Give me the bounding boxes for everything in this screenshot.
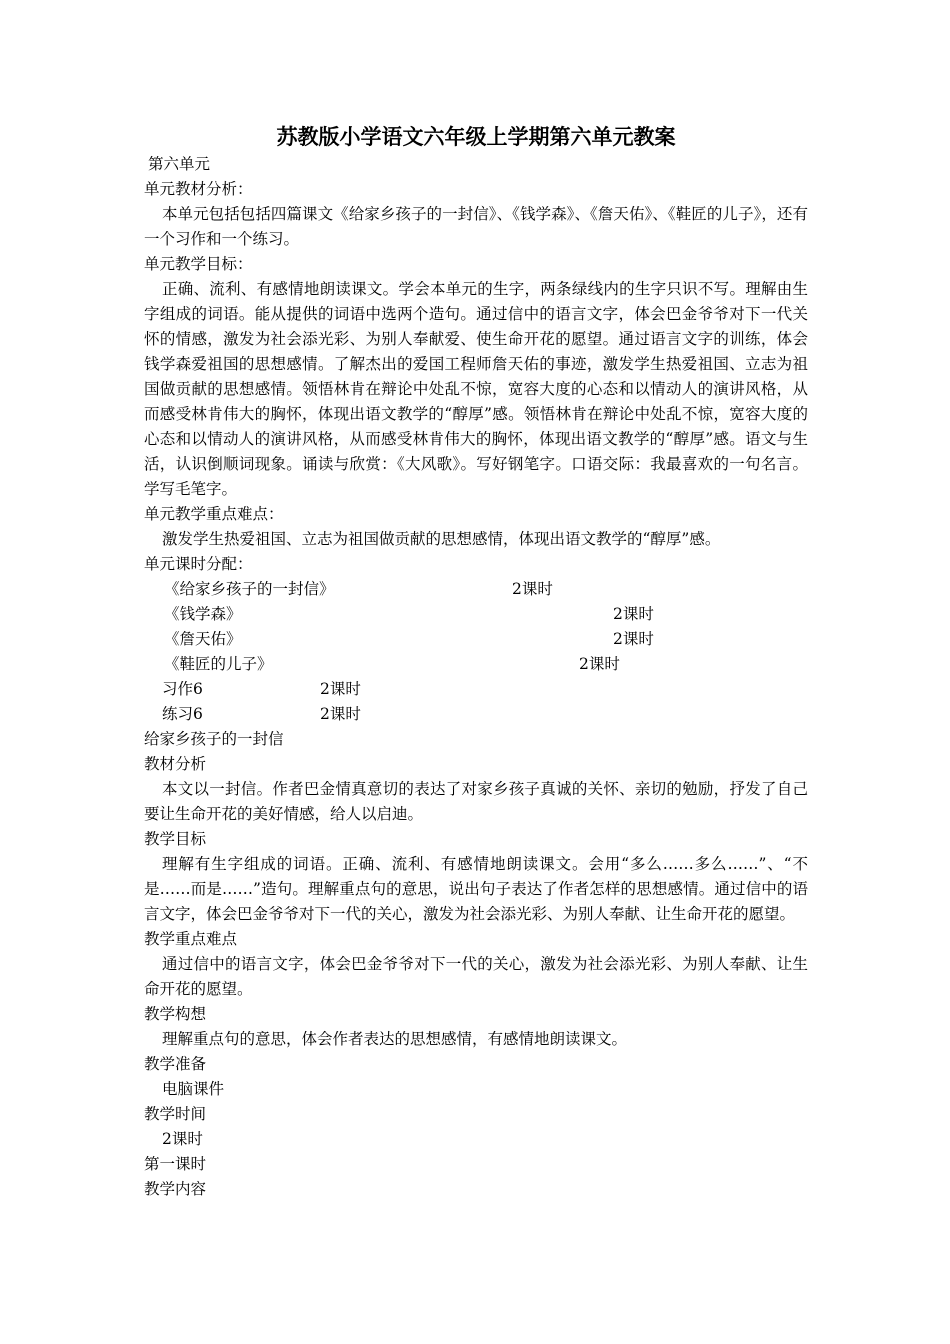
lesson-analysis-heading: 教材分析 xyxy=(144,755,207,773)
document-title: 苏教版小学语文六年级上学期第六单元教案 xyxy=(276,124,676,149)
document-page xyxy=(144,123,808,1202)
lesson-time-heading: 教学时间 xyxy=(144,1105,207,1123)
schedule-row xyxy=(144,652,808,677)
lesson-key-text: 通过信中的语言文字，体会巴金爷爷对下一代的关心，激发为社会添光彩、为别人奉献、让生命开花的愿望。 xyxy=(144,955,808,998)
schedule-hours: 2课时 xyxy=(613,630,654,648)
schedule-hours: 2课时 xyxy=(579,655,620,673)
lesson-goals-text: 理解有生字组成的词语。正确、流利、有感情地朗读课文。会用“多么……多么……”、“不是……而是……”造句。理解重点句的意思，说出句子表达了作者怎样的思想感情。通过信中的语言文字，体会巴金爷爷对下一代的关心，激发为社会添光彩、为别人奉献、让生命开花的愿望。 xyxy=(144,855,808,923)
unit-key-points-text: 激发学生热爱祖国、立志为祖国做贡献的思想感情，体现出语文教学的“醇厚”感。 xyxy=(162,530,721,548)
unit-label: 第六单元 xyxy=(148,155,211,173)
schedule-row xyxy=(144,577,808,602)
schedule-row xyxy=(144,677,808,702)
unit-schedule-heading: 单元课时分配： xyxy=(144,555,253,573)
schedule-item: 练习6 xyxy=(162,705,203,723)
unit-analysis-heading: 单元教材分析： xyxy=(144,180,253,198)
unit-analysis-text: 本单元包括包括四篇课文《给家乡孩子的一封信》、《钱学森》、《詹天佑》、《鞋匠的儿子》，还有一个习作和一个练习。 xyxy=(144,205,808,248)
schedule-item: 习作6 xyxy=(162,680,203,698)
schedule-row xyxy=(144,602,808,627)
schedule-row xyxy=(144,702,808,727)
lesson-key-heading: 教学重点难点 xyxy=(144,930,238,948)
lesson-period-label: 第一课时 xyxy=(144,1155,207,1173)
unit-goals-text: 正确、流利、有感情地朗读课文。学会本单元的生字，两条绿线内的生字只识不写。理解由生字组成的词语。能从提供的词语中选两个造句。通过信中的语言文字，体会巴金爷爷对下一代关怀的情感，激发为社会添光彩、为别人奉献爱、使生命开花的愿望。通过语言文字的训练，体会钱学森爱祖国的思想感情。了解杰出的爱国工程师詹天佑的事迹，激发学生热爱祖国、立志为祖国做贡献的思想感情。领悟林肯在辩论中处乱不惊，宽容大度的心态和以情动人的演讲风格，从而感受林肯伟大的胸怀，体现出语文教学的“醇厚”感。领悟林肯在辩论中处乱不惊，宽容大度的心态和以情动人的演讲风格，从而感受林肯伟大的胸怀，体现出语文教学的“醇厚”感。语文与生活，认识倒顺词现象。诵读与欣赏：《大风歌》。写好钢笔字。口语交际：我最喜欢的一句名言。学写毛笔字。 xyxy=(144,280,808,498)
schedule-hours: 2课时 xyxy=(320,705,361,723)
schedule-item: 《鞋匠的儿子》 xyxy=(164,655,273,673)
lesson-goals-heading: 教学目标 xyxy=(144,830,207,848)
schedule-hours: 2课时 xyxy=(320,680,361,698)
lesson-design-heading: 教学构想 xyxy=(144,1005,207,1023)
unit-goals-heading: 单元教学目标： xyxy=(144,255,253,273)
lesson-time-text: 2课时 xyxy=(162,1130,203,1148)
schedule-hours: 2课时 xyxy=(613,605,654,623)
lesson-analysis-text: 本文以一封信。作者巴金情真意切的表达了对家乡孩子真诚的关怀、亲切的勉励，抒发了自己要让生命开花的美好情感，给人以启迪。 xyxy=(144,780,808,823)
lesson-content-heading: 教学内容 xyxy=(144,1180,207,1198)
schedule-row xyxy=(144,627,808,652)
lesson-title: 给家乡孩子的一封信 xyxy=(144,730,284,748)
schedule-item: 《给家乡孩子的一封信》 xyxy=(164,580,335,598)
schedule-item: 《詹天佑》 xyxy=(164,630,242,648)
schedule-hours: 2课时 xyxy=(512,580,553,598)
lesson-design-text: 理解重点句的意思，体会作者表达的思想感情，有感情地朗读课文。 xyxy=(162,1030,628,1048)
lesson-prep-text: 电脑课件 xyxy=(162,1080,225,1098)
schedule-item: 《钱学森》 xyxy=(164,605,242,623)
lesson-prep-heading: 教学准备 xyxy=(144,1055,207,1073)
unit-key-points-heading: 单元教学重点难点： xyxy=(144,505,284,523)
